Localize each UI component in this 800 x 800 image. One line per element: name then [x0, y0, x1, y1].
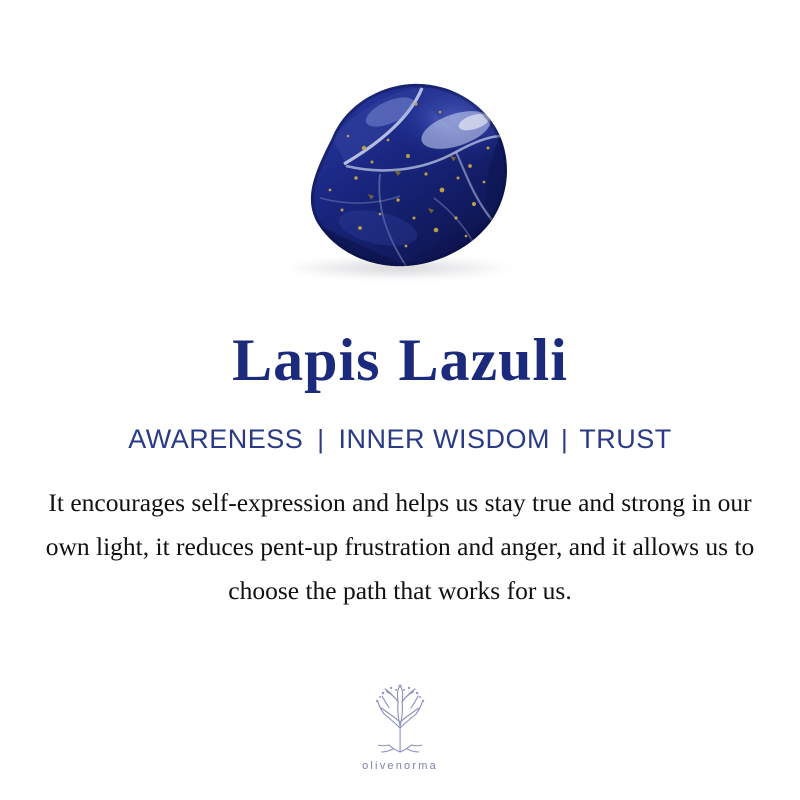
tree-of-life-icon — [367, 682, 433, 756]
brand-logo — [362, 682, 438, 772]
keyword-separator: | — [317, 424, 325, 454]
keyword-list — [124, 424, 676, 455]
stone-image-area — [0, 0, 800, 330]
stone-texture — [282, 80, 527, 266]
keyword-separator: | — [561, 424, 569, 454]
page-title — [232, 327, 568, 393]
keyword-awareness: AWARENESS — [128, 424, 304, 454]
title-word-one: Lapis — [232, 327, 381, 393]
keyword-trust: TRUST — [579, 424, 672, 454]
lapis-lazuli-stone-icon — [260, 78, 540, 288]
keyword-inner-wisdom: INNER WISDOM — [338, 424, 551, 454]
title-word-two: Lazuli — [398, 327, 568, 393]
tree-foliage-dots — [376, 685, 424, 703]
brand-name: olivenorma — [362, 760, 438, 772]
stone-illustration — [260, 78, 540, 288]
description-text: It encourages self-expression and helps us stay true and strong in our own light, it reduces pent-up frustration and anger, and it allows us to choose the path that works for us. — [45, 488, 755, 605]
